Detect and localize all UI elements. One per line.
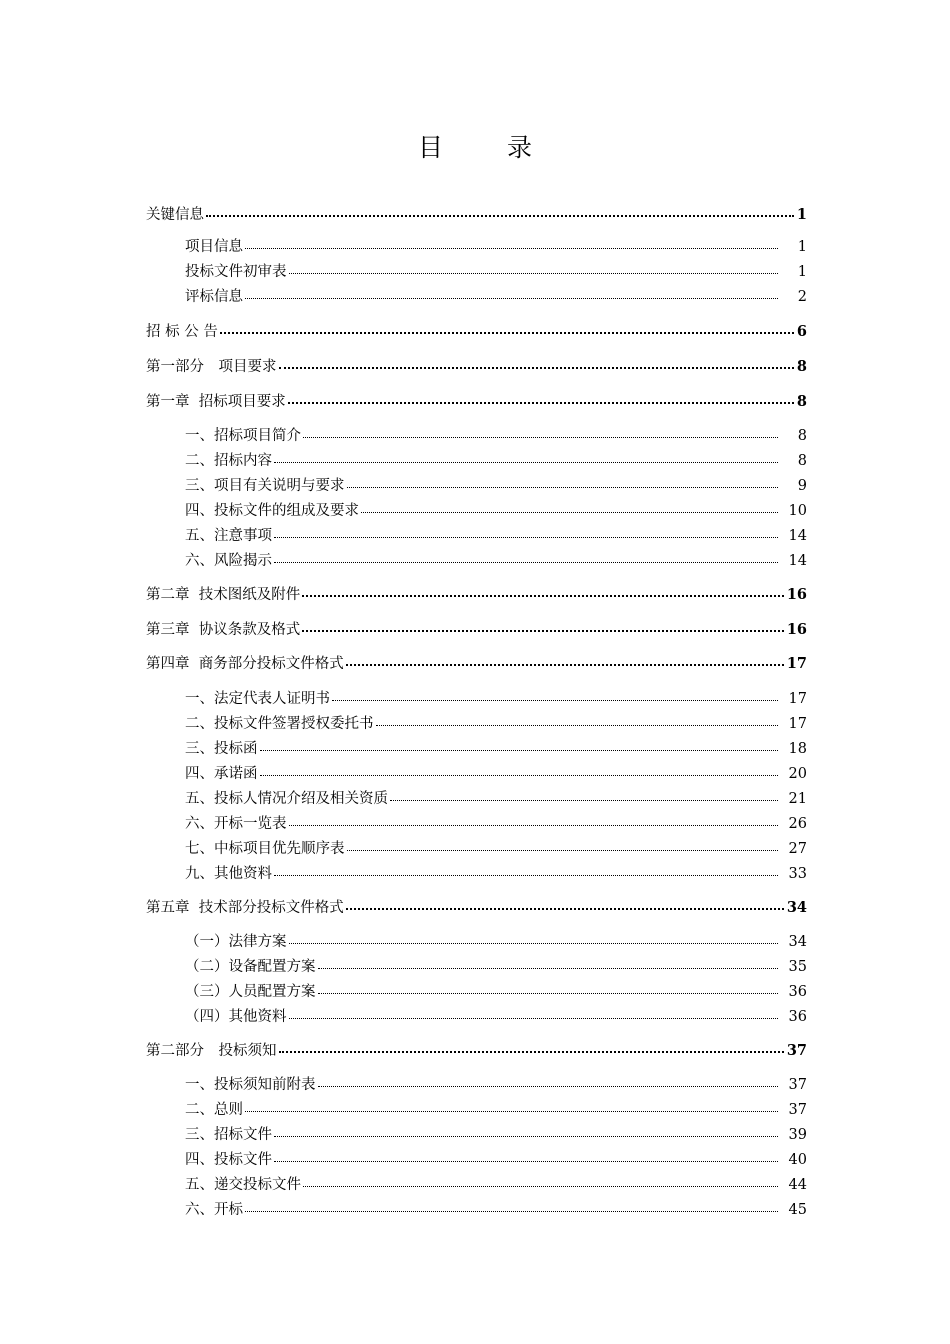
- toc-entry-page-number: 39: [788, 1127, 807, 1143]
- toc-entry-label: 第四章 商务部分投标文件格式: [146, 656, 344, 672]
- toc-entry-label: （四）其他资料: [185, 1009, 287, 1025]
- toc-entry-page-number: 1: [797, 264, 807, 280]
- toc-dot-leader: [245, 247, 778, 249]
- toc-entry-page-number: 18: [788, 741, 807, 757]
- toc-dot-leader: [274, 561, 778, 563]
- toc-dot-leader: [274, 1135, 778, 1137]
- toc-entry-page-number: 6: [796, 323, 807, 340]
- toc-entry-section[interactable]: [185, 451, 807, 471]
- toc-entry-page-number: 8: [797, 428, 807, 444]
- toc-dot-leader: [347, 486, 779, 488]
- toc-dot-leader: [376, 724, 779, 726]
- toc-entry-label: （三）人员配置方案: [185, 984, 316, 1000]
- toc-entry-label: 第三章 协议条款及格式: [146, 622, 301, 638]
- toc-dot-leader: [206, 214, 794, 217]
- toc-dot-leader: [361, 511, 778, 513]
- toc-entry-label: （二）设备配置方案: [185, 959, 316, 975]
- toc-entry-page-number: 10: [788, 503, 807, 519]
- toc-entry-label: 三、投标函: [185, 741, 258, 757]
- toc-entry-label: 第一章 招标项目要求: [146, 394, 286, 410]
- toc-entry-section[interactable]: [185, 839, 807, 859]
- toc-dot-leader: [347, 849, 779, 851]
- toc-dot-leader: [289, 1017, 779, 1019]
- toc-entry-label: 四、承诺函: [185, 766, 258, 782]
- toc-entry-section[interactable]: [185, 1150, 807, 1170]
- toc-entry-page-number: 2: [797, 289, 807, 305]
- toc-entry-page-number: 27: [788, 841, 807, 857]
- toc-entry-page-number: 36: [788, 1009, 807, 1025]
- toc-entry-page-number: 1: [796, 206, 807, 223]
- toc-entry-page-number: 34: [788, 934, 807, 950]
- toc-entry-label: 二、投标文件签署授权委托书: [185, 716, 374, 732]
- toc-entry-page-number: 40: [788, 1152, 807, 1168]
- toc-entry-label: 一、招标项目简介: [185, 428, 301, 444]
- toc-entry-label: 第二章 技术图纸及附件: [146, 587, 301, 603]
- toc-dot-leader: [245, 1110, 778, 1112]
- toc-entry-page-number: 37: [788, 1077, 807, 1093]
- toc-dot-leader: [274, 461, 778, 463]
- toc-dot-leader: [346, 907, 784, 910]
- toc-entry-label: 三、项目有关说明与要求: [185, 478, 345, 494]
- toc-entry-page-number: 37: [788, 1102, 807, 1118]
- toc-dot-leader: [279, 366, 794, 369]
- toc-entry-page-number: 37: [786, 1042, 807, 1059]
- toc-entry-chapter[interactable]: [146, 205, 807, 225]
- toc-dot-leader: [318, 992, 779, 994]
- toc-dot-leader: [318, 967, 779, 969]
- toc-dot-leader: [302, 629, 784, 632]
- toc-entry-page-number: 21: [788, 791, 807, 807]
- toc-dot-leader: [260, 749, 779, 751]
- toc-entry-label: 二、招标内容: [185, 453, 272, 469]
- toc-entry-section[interactable]: [185, 789, 807, 809]
- toc-entry-chapter[interactable]: [146, 654, 807, 674]
- toc-entry-section[interactable]: [185, 1007, 807, 1027]
- toc-entry-label: 评标信息: [185, 289, 243, 305]
- toc-entry-section[interactable]: [185, 262, 807, 282]
- toc-entry-page-number: 45: [788, 1202, 807, 1218]
- toc-entry-page-number: 14: [788, 553, 807, 569]
- toc-entry-label: 七、中标项目优先顺序表: [185, 841, 345, 857]
- toc-entry-page-number: 1: [797, 239, 807, 255]
- toc-dot-leader: [289, 272, 779, 274]
- toc-entry-section[interactable]: [185, 551, 807, 571]
- toc-entry-label: 四、投标文件的组成及要求: [185, 503, 359, 519]
- toc-entry-section[interactable]: [185, 526, 807, 546]
- toc-entry-page-number: 33: [788, 866, 807, 882]
- toc-entry-label: 九、其他资料: [185, 866, 272, 882]
- toc-entry-section[interactable]: [185, 1200, 807, 1220]
- toc-entry-section[interactable]: [185, 689, 807, 709]
- toc-dot-leader: [274, 874, 778, 876]
- toc-dot-leader: [303, 1185, 778, 1187]
- toc-entry-page-number: 17: [786, 655, 807, 672]
- toc-entry-page-number: 14: [788, 528, 807, 544]
- toc-entry-page-number: 34: [786, 899, 807, 916]
- toc-entry-label: 关键信息: [146, 207, 204, 223]
- toc-entry-section[interactable]: [185, 814, 807, 834]
- toc-entry-section[interactable]: [185, 287, 807, 307]
- toc-dot-leader: [302, 594, 784, 597]
- toc-dot-leader: [332, 699, 778, 701]
- toc-entry-label: 六、开标一览表: [185, 816, 287, 832]
- toc-entry-section[interactable]: [185, 982, 807, 1002]
- toc-entry-section[interactable]: [185, 426, 807, 446]
- toc-entry-chapter[interactable]: [146, 585, 807, 605]
- toc-dot-leader: [289, 824, 779, 826]
- toc-entry-label: 第一部分 项目要求: [146, 359, 277, 375]
- toc-entry-label: 四、投标文件: [185, 1152, 272, 1168]
- toc-dot-leader: [318, 1085, 779, 1087]
- toc-entry-label: （一）法律方案: [185, 934, 287, 950]
- toc-entry-section[interactable]: [185, 476, 807, 496]
- toc-entry-page-number: 20: [788, 766, 807, 782]
- toc-entry-page-number: 26: [788, 816, 807, 832]
- toc-dot-leader: [245, 1210, 778, 1212]
- toc-title: 目 录: [418, 133, 560, 162]
- toc-entry-section[interactable]: [185, 714, 807, 734]
- toc-entry-page-number: 17: [788, 716, 807, 732]
- toc-entry-section[interactable]: [185, 932, 807, 952]
- toc-dot-leader: [303, 436, 778, 438]
- toc-entry-page-number: 8: [796, 358, 807, 375]
- toc-dot-leader: [346, 663, 784, 666]
- toc-dot-leader: [279, 1050, 784, 1053]
- toc-entry-page-number: 36: [788, 984, 807, 1000]
- toc-dot-leader: [274, 536, 778, 538]
- toc-entry-label: 五、投标人情况介绍及相关资质: [185, 791, 388, 807]
- toc-entry-page-number: 16: [786, 586, 807, 603]
- toc-dot-leader: [274, 1160, 778, 1162]
- toc-entry-label: 第五章 技术部分投标文件格式: [146, 900, 344, 916]
- toc-dot-leader: [260, 774, 779, 776]
- toc-entry-label: 项目信息: [185, 239, 243, 255]
- toc-entry-section[interactable]: [185, 1175, 807, 1195]
- toc-entry-chapter[interactable]: [146, 620, 807, 640]
- toc-entry-section[interactable]: [185, 957, 807, 977]
- toc-entry-page-number: 16: [786, 621, 807, 638]
- toc-entry-label: 第二部分 投标须知: [146, 1043, 277, 1059]
- toc-entry-section[interactable]: [185, 501, 807, 521]
- toc-entry-label: 六、开标: [185, 1202, 243, 1218]
- toc-entry-label: 二、总则: [185, 1102, 243, 1118]
- toc-entry-label: 五、递交投标文件: [185, 1177, 301, 1193]
- toc-entry-chapter[interactable]: [146, 1041, 807, 1061]
- toc-entry-page-number: 17: [788, 691, 807, 707]
- toc-entry-page-number: 35: [788, 959, 807, 975]
- toc-dot-leader: [390, 799, 778, 801]
- toc-entry-label: 六、风险揭示: [185, 553, 272, 569]
- toc-entry-label: 五、注意事项: [185, 528, 272, 544]
- toc-dot-leader: [289, 942, 779, 944]
- toc-entry-section[interactable]: [185, 864, 807, 884]
- toc-entry-label: 一、投标须知前附表: [185, 1077, 316, 1093]
- toc-entry-label: 一、法定代表人证明书: [185, 691, 330, 707]
- toc-dot-leader: [288, 401, 794, 404]
- toc-entry-chapter[interactable]: [146, 322, 807, 342]
- toc-entry-page-number: 44: [788, 1177, 807, 1193]
- toc-entry-section[interactable]: [185, 237, 807, 257]
- toc-entry-label: 投标文件初审表: [185, 264, 287, 280]
- toc-entry-chapter[interactable]: [146, 357, 807, 377]
- toc-entry-page-number: 9: [797, 478, 807, 494]
- toc-entry-page-number: 8: [797, 453, 807, 469]
- toc-entry-section[interactable]: [185, 764, 807, 784]
- toc-entry-section[interactable]: [185, 1075, 807, 1095]
- toc-entry-section[interactable]: [185, 739, 807, 759]
- toc-entry-label: 招 标 公 告: [146, 324, 218, 340]
- toc-entry-section[interactable]: [185, 1125, 807, 1145]
- toc-entry-label: 三、招标文件: [185, 1127, 272, 1143]
- toc-entry-page-number: 8: [796, 393, 807, 410]
- toc-dot-leader: [220, 331, 794, 334]
- toc-dot-leader: [245, 297, 778, 299]
- toc-entry-chapter[interactable]: [146, 898, 807, 918]
- toc-entry-section[interactable]: [185, 1100, 807, 1120]
- toc-entry-chapter[interactable]: [146, 392, 807, 412]
